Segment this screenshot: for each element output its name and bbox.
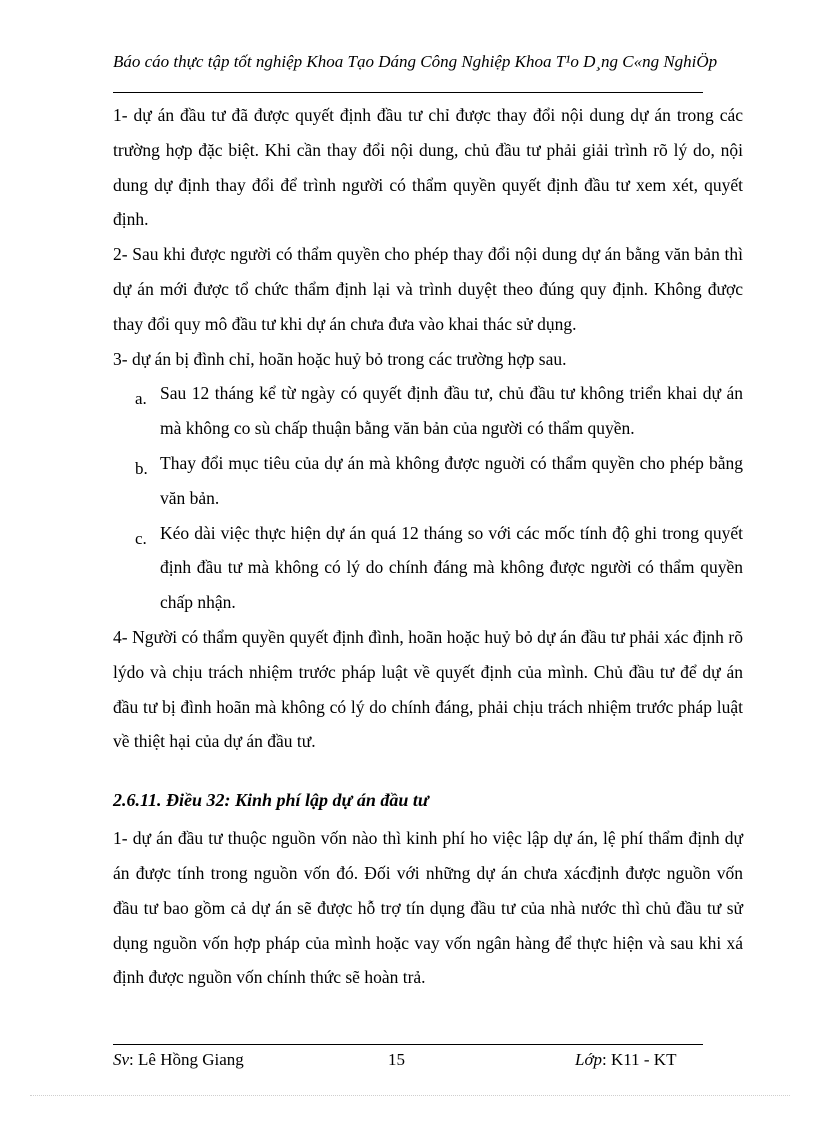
list-marker: c. [135,528,147,548]
list-item-text: Kéo dài việc thực hiện dự án quá 12 tháng so với các mốc tính độ ghi trong quyết định đầu tư mà không có lý do chính đáng mà không được người có thẩm quyền chấp nhận. [160,522,743,613]
class-value: : K11 - KT [602,1050,677,1069]
paragraph-1: 1- dự án đầu tư đã được quyết định đầu tư chỉ được thay đổi nội dung dự án trong các trường hợp đặc biệt. Khi cần thay đổi nội dung, chủ đầu tư phải giải trình rõ lý do, nội dung dự định thay đổi để trình người có thẩm quyền quyết định đầu tư xem xét, quyết định. [113,105,743,230]
page-number: 15 [388,1050,405,1069]
list-item-text: Thay đổi mục tiêu của dự án mà không được nguời có thẩm quyền cho phép bằng văn bản. [160,452,743,508]
footer-divider [113,1044,703,1045]
paragraph-4: 4- Người có thẩm quyền quyết định đình, hoãn hoặc huỷ bỏ dự án đầu tư phải xác định rõ lýdo và chịu trách nhiệm trước pháp luật về quyết định của mình. Chủ đầu tư để dự án đầu tư bị đình hoãn mà không có lý do chính đáng, phải chịu trách nhiệm trước pháp luật về thiệt hại của dự án đầu tư. [113,626,743,752]
page-bottom-border [30,1095,790,1096]
page-header: Báo cáo thực tập tốt nghiệp Khoa Tạo Dáng Công Nghiệp Khoa T¹o D¸ng C«ng NghiÖp [113,52,718,71]
footer-class [575,1050,676,1070]
student-label: Sv [113,1050,130,1069]
list-item-b [113,446,743,516]
paragraph-3: 3- dự án bị đình chỉ, hoãn hoặc huỷ bỏ trong các trường hợp sau. [113,348,567,369]
list-item-text: Sau 12 tháng kể từ ngày có quyết định đầu tư, chủ đầu tư không triển khai dự án mà không co sù chấp thuận bằng văn bản của người có thẩm quyền. [160,383,743,439]
list-marker: a. [135,389,147,409]
class-label: Lớp [575,1050,603,1069]
list-item-c [113,516,743,620]
footer-student [113,1050,244,1070]
list-item-a [113,376,743,446]
list-marker: b. [135,458,148,478]
section-paragraph-1: 1- dự án đầu tư thuộc nguồn vốn nào thì kinh phí ho việc lập dự án, lệ phí thẩm định dự án được tính trong nguồn vốn đó. Đối với những dự án chưa xácđịnh được nguồn vốn đầu tư bao gồm cả dự án sẽ được hỗ trợ tín dụng đầu tư của nhà nước thì chủ đầu tư sử dụng nguồn vốn hợp pháp của mình hoặc vay vốn ngân hàng để thực hiện và sau khi xá định được nguồn vốn chính thức sẽ hoàn trả. [113,828,743,988]
document-body [113,98,743,995]
header-divider [113,92,703,93]
paragraph-2: 2- Sau khi được người có thẩm quyền cho phép thay đổi nội dung dự án bằng văn bản thì dự án mới được tổ chức thẩm định lại và trình duyệt theo đúng quy định. Không được thay đổi quy mô đầu tư khi dự án chưa đưa vào khai thác sử dụng. [113,244,743,334]
student-name: : Lê Hồng Giang [129,1050,244,1069]
section-heading: 2.6.11. Điều 32: Kinh phí lập dự án đầu tư [113,790,429,811]
